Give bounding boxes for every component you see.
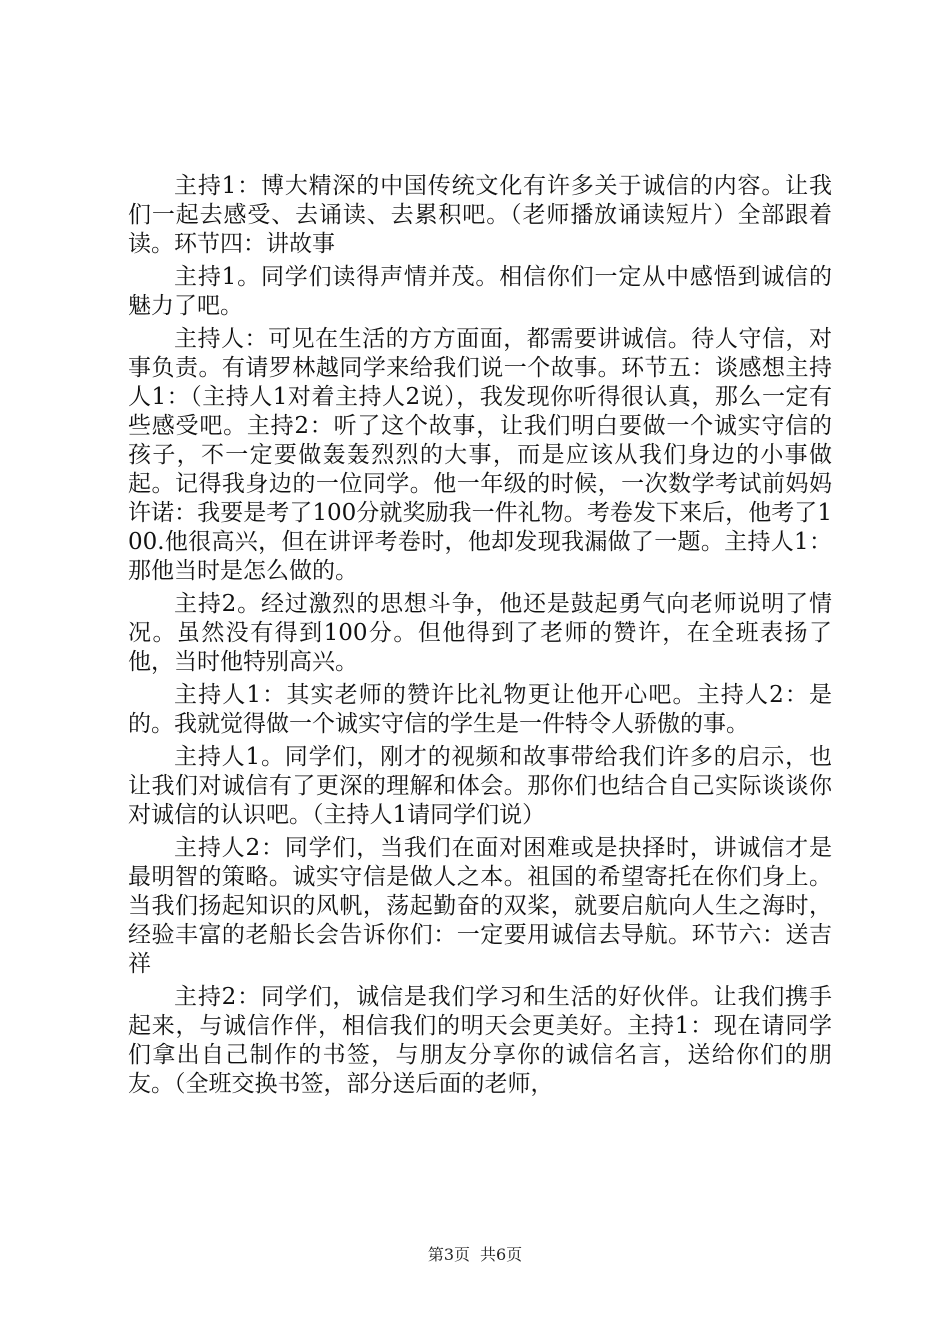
paragraph: 主持人1：其实老师的赞许比礼物更让他开心吧。主持人2：是的。我就觉得做一个诚实守信的学生是一件特令人骄傲的事。 xyxy=(128,682,832,737)
paragraph: 主持1：博大精深的中国传统文化有许多关于诚信的内容。让我们一起去感受、去诵读、去累积吧。（老师播放诵读短片）全部跟着读。环节四：讲故事 xyxy=(128,173,832,257)
page-footer xyxy=(0,1245,950,1265)
page-number: 第3页 xyxy=(427,1245,470,1264)
page-total: 共6页 xyxy=(480,1245,523,1264)
paragraph: 主持人1。同学们，刚才的视频和故事带给我们许多的启示，也让我们对诚信有了更深的理解和体会。那你们也结合自己实际谈谈你对诚信的认识吧。（主持人1请同学们说） xyxy=(128,744,832,828)
paragraph: 主持人：可见在生活的方方面面，都需要讲诚信。待人守信，对事负责。有请罗林越同学来给我们说一个故事。环节五：谈感想主持人1：（主持人1对着主持人2说），我发现你听得很认真，那么一定有些感受吧。主持2：听了这个故事，让我们明白要做一个诚实守信的孩子，不一定要做轰轰烈烈的大事，而是应该从我们身边的小事做起。记得我身边的一位同学。他一年级的时候，一次数学考试前妈妈许诺：我要是考了100分就奖励我一件礼物。考卷发下来后，他考了100.他很高兴，但在讲评考卷时，他却发现我漏做了一题。主持人1：那他当时是怎么做的。 xyxy=(128,326,832,584)
paragraph: 主持2：同学们，诚信是我们学习和生活的好伙伴。让我们携手起来，与诚信作伴，相信我们的明天会更美好。主持1：现在请同学们拿出自己制作的书签，与朋友分享你的诚信名言，送给你们的朋友。（全班交换书签，部分送后面的老师， xyxy=(128,984,832,1097)
document-body xyxy=(128,172,832,1103)
paragraph: 主持2。经过激烈的思想斗争，他还是鼓起勇气向老师说明了情况。虽然没有得到100分。但他得到了老师的赞许，在全班表扬了他，当时他特别高兴。 xyxy=(128,591,832,675)
paragraph: 主持人2：同学们，当我们在面对困难或是抉择时，讲诚信才是最明智的策略。诚实守信是做人之本。祖国的希望寄托在你们身上。当我们扬起知识的风帆，荡起勤奋的双桨，就要启航向人生之海时，经验丰富的老船长会告诉你们：一定要用诚信去导航。环节六：送吉祥 xyxy=(128,835,832,977)
paragraph: 主持1。同学们读得声情并茂。相信你们一定从中感悟到诚信的魅力了吧。 xyxy=(128,264,832,319)
